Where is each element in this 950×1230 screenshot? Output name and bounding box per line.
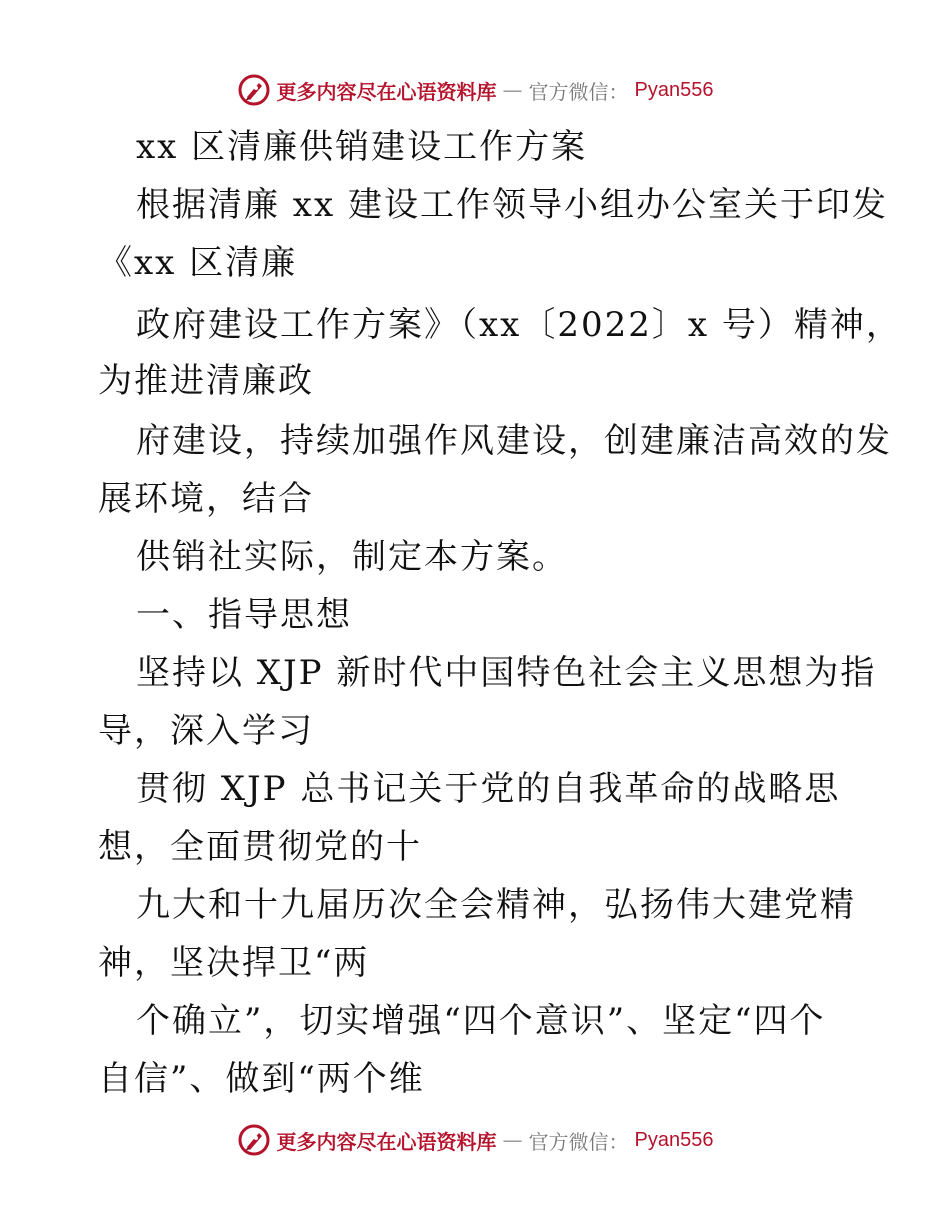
paragraph-line: 想，全面贯彻党的十 xyxy=(98,827,422,867)
section-heading: 一、指导思想 xyxy=(136,595,352,635)
paragraph-line: 自信”、做到“两个维 xyxy=(98,1059,425,1099)
watermark-brand-text: 更多内容尽在心语资料库 xyxy=(276,79,497,104)
paragraph-line: 根据清廉 xx 建设工作领导小组办公室关于印发 xyxy=(136,185,888,225)
watermark-official-label: 官方微信： xyxy=(528,1129,629,1154)
watermark-banner-top xyxy=(0,70,950,110)
paragraph-line: 坚持以 XJP 新时代中国特色社会主义思想为指 xyxy=(136,653,877,693)
paragraph-line: 导，深入学习 xyxy=(98,711,314,751)
pen-nib-icon xyxy=(237,1123,271,1157)
watermark-dash: — xyxy=(502,1128,523,1152)
watermark-brand-text: 更多内容尽在心语资料库 xyxy=(276,1129,497,1154)
pen-nib-icon xyxy=(237,73,271,107)
paragraph-line: 为推进清廉政 xyxy=(98,361,314,401)
watermark-banner-bottom xyxy=(0,1120,950,1160)
paragraph-line: 供销社实际，制定本方案。 xyxy=(136,537,568,577)
paragraph-line: 《xx 区清廉 xyxy=(98,243,298,283)
paragraph-line: 贯彻 XJP 总书记关于党的自我革命的战略思 xyxy=(136,769,841,809)
paragraph-line: 政府建设工作方案》（xx〔2022〕x 号）精神， xyxy=(136,305,902,345)
watermark-official-label: 官方微信： xyxy=(528,79,629,104)
paragraph-line: 九大和十九届历次全会精神，弘扬伟大建党精 xyxy=(136,885,856,925)
document-title: xx 区清廉供销建设工作方案 xyxy=(136,127,588,167)
paragraph-line: 个确立”，切实增强“四个意识”、坚定“四个 xyxy=(136,1001,826,1041)
watermark-dash: — xyxy=(502,78,523,102)
watermark-wechat-id: Pyan556 xyxy=(634,78,714,101)
paragraph-line: 府建设，持续加强作风建设，创建廉洁高效的发 xyxy=(136,421,892,461)
paragraph-line: 神，坚决捍卫“两 xyxy=(98,943,370,983)
watermark-wechat-id: Pyan556 xyxy=(634,1128,714,1151)
paragraph-line: 展环境，结合 xyxy=(98,479,314,519)
